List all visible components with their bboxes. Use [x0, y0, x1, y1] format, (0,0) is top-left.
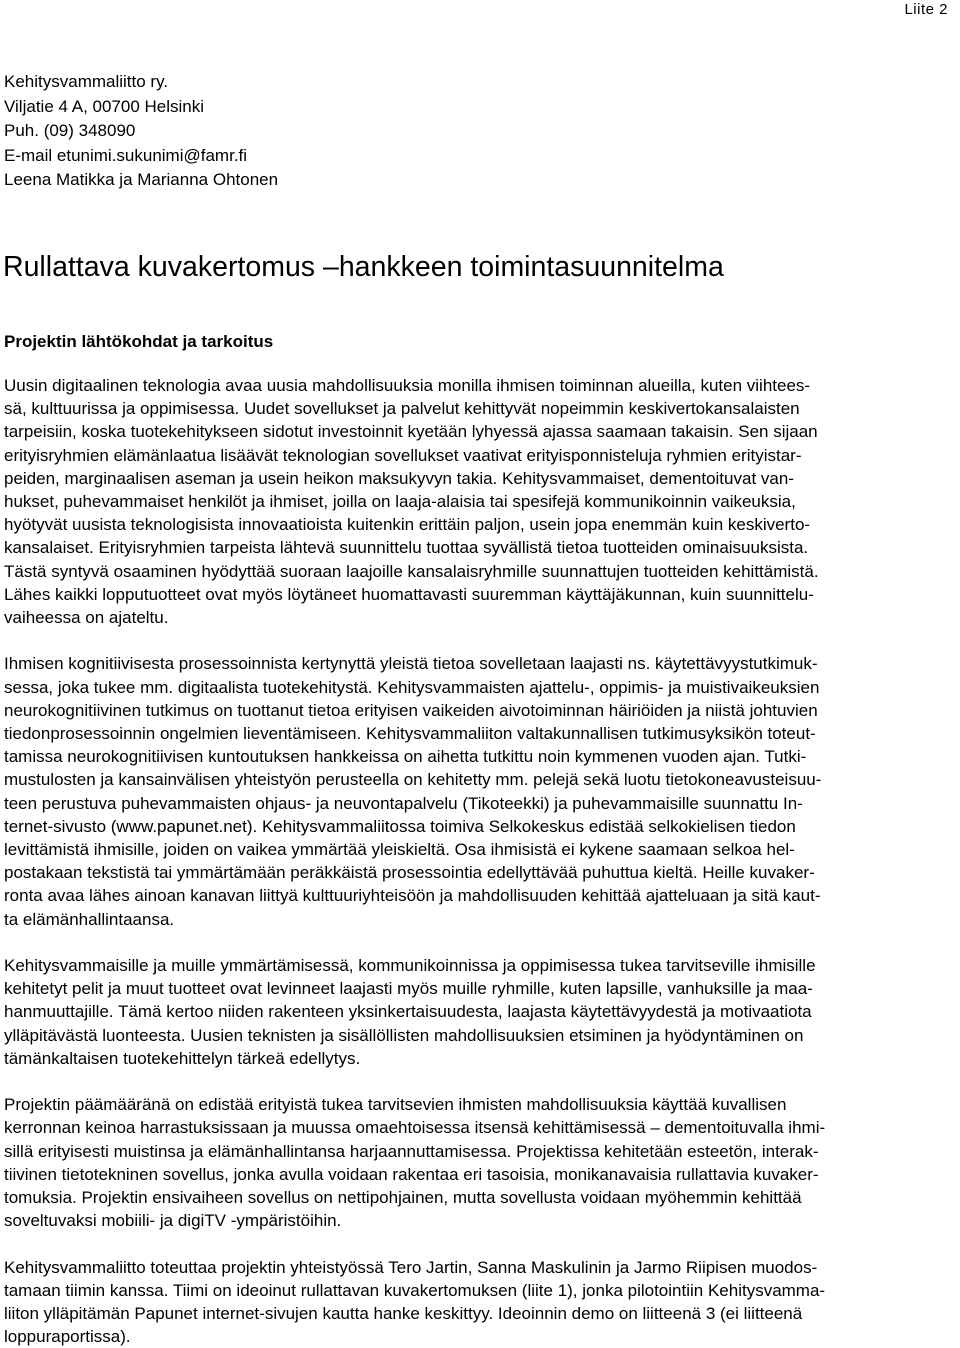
paragraph-line: tamissa neurokognitiivisen kuntoutuksen hankkeissa on aihetta tutkittu noin kymmenen vuoden ajan. Tutki-	[4, 747, 807, 767]
phone-number: Puh. (09) 348090	[4, 121, 136, 140]
paragraph	[4, 1256, 960, 1348]
paragraph-line: hyötyvät uusista teknologisista innovaatioista kuitenkin erittäin paljon, usein jopa enemmän kuin keskiverto-	[4, 515, 811, 535]
address-block	[4, 70, 278, 193]
paragraph-line: hanmuuttajille. Tämä kertoo niiden rakenteen yksinkertaisuudesta, laajasta käytettävyydestä ja motivaatiota	[4, 1002, 812, 1022]
paragraph-line: mustulosten ja kansainvälisen yhteistyön perusteella on kehitetty mm. pelejä sekä luotu tietokoneavusteisuu-	[4, 770, 822, 790]
paragraph-line: tämänkaltaisen tuotekehittelyn tärkeä edellytys.	[4, 1048, 361, 1068]
paragraph-line: ronta avaa lähes ainoan kanavan liittyä kulttuuriyhteisöön ja mahdollisuuden kehittää ajatteluaan ja sitä kaut-	[4, 886, 821, 906]
paragraph-line: kehitetyt pelit ja muut tuotteet ovat levinneet laajasti myös muille ryhmille, kuten lapsille, vanhuksille ja maa-	[4, 979, 813, 999]
paragraph-line: neurokognitiivinen tutkimus on tuottanut tietoa erityisen vaikeiden aivotoiminnan häiriöiden ja niistä johtuvien	[4, 700, 818, 720]
paragraph-line: Lähes kaikki lopputuotteet ovat myös löytäneet huomattavasti suuremman käyttäjäkunnan, kuin suunnittelu-	[4, 584, 814, 604]
paragraph-line: liiton ylläpitämän Papunet internet-sivujen kautta hanke keskittyy. Ideoinnin demo on liitteenä 3 (ei liitteenä	[4, 1304, 803, 1324]
paragraph-line: kerronnan keinoa harrastuksissaan ja muussa omaehtoisessa itsensä kehittämisessä – dementoituvalla ihmi-	[4, 1118, 826, 1138]
paragraph-line: tiivinen tietotekninen sovellus, jonka avulla voidaan rakentaa eri tasoisia, monikanavaisia rullattavia kuvaker-	[4, 1164, 819, 1184]
authors: Leena Matikka ja Marianna Ohtonen	[4, 170, 279, 189]
paragraph-line: Kehitysvammaliitto toteuttaa projektin yhteistyössä Tero Jartin, Sanna Maskulinin ja Jarmo Riipisen muodos-	[4, 1257, 818, 1277]
paragraph-line: postakaan tekstistä tai ymmärtämään peräkkäistä prosessointia edellyttävää puhuttua kieltä. Heille kuvaker-	[4, 863, 815, 883]
page-label: Liite 2	[904, 1, 948, 18]
paragraph-line: levittämistä ihmisille, joiden on vaikea ymmärtää yleiskieltä. Osa ihmisistä ei kykene saamaan selkoa hel-	[4, 840, 795, 860]
paragraph-line: teen perustuva puhevammaisten ohjaus- ja neuvontapalvelu (Tikoteekki) ja puhevammaisille suunnattu In-	[4, 793, 803, 813]
street-address: Viljatie 4 A, 00700 Helsinki	[4, 96, 205, 116]
paragraph-line: Uusin digitaalinen teknologia avaa uusia mahdollisuuksia monilla ihmisen toiminnan alueilla, kuten viihtees-	[4, 376, 811, 395]
paragraph-line: Projektin päämääränä on edistää erityistä tukea tarvitsevien ihmisten mahdollisuuksia käyttää kuvallisen	[4, 1095, 787, 1115]
body-text	[4, 374, 960, 1348]
paragraph-line: erityisryhmien elämänlaatua lisäävät teknologian sovellukset vaativat erityisponnisteluja ryhmien erityistar-	[4, 445, 802, 465]
paragraph-line: ternet-sivusto (www.papunet.net). Kehitysvammaliitossa toimiva Selkokeskus edistää selkokielisen tiedon	[4, 816, 796, 836]
paragraph	[4, 652, 960, 930]
email-address: E-mail etunimi.sukunimi@famr.fi	[4, 145, 248, 165]
paragraph-line: sessa, joka tukee mm. digitaalista tuotekehitystä. Kehitysvammaisten ajattelu-, oppimis- ja muistivaikeuksien	[4, 677, 820, 697]
paragraph	[4, 1093, 960, 1232]
paragraph-line: tamaan tiimin kanssa. Tiimi on ideoinut rullattavan kuvakertomuksen (liite 1), jonka pilotointiin Kehitysvamma-	[4, 1280, 826, 1300]
paragraph-line: tarpeisiin, koska tuotekehitykseen sidotut investoinnit kyetään lyhyessä ajassa saamaan takaisin. Sen sijaan	[4, 422, 818, 442]
paragraph-line: kansalaiset. Erityisryhmien tarpeista lähtevä suunnittelu tuottaa syvällistä tietoa tuotteiden ominaisuuksista.	[4, 538, 809, 558]
paragraph	[4, 374, 960, 629]
paragraph-line: tomuksia. Projektin ensivaiheen sovellus on nettipohjainen, mutta sovellusta voidaan myöhemmin kehittää	[4, 1188, 802, 1208]
paragraph	[4, 954, 960, 1070]
paragraph-line: hukset, puhevammaiset henkilöt ja ihmiset, joilla on laaja-alaisia tai spesifejä kommunikoinnin vaikeuksia,	[4, 492, 796, 512]
paragraph-line: Kehitysvammaisille ja muille ymmärtämisessä, kommunikoinnissa ja oppimisessa tukea tarvitseville ihmisille	[4, 956, 816, 976]
paragraph-line: sillä erityisesti muistinsa ja elämänhallintansa harjaannuttamisessa. Projektissa kehitetään esteetön, interak-	[4, 1141, 819, 1161]
section-heading: Projektin lähtökohdat ja tarkoitus	[4, 332, 274, 351]
document-title: Rullattava kuvakertomus –hankkeen toimintasuunnitelma	[3, 251, 724, 283]
paragraph-line: peiden, marginaalisen aseman ja usein heikon maksukyvyn takia. Kehitysvammaiset, dementoituvat van-	[4, 468, 794, 488]
paragraph-line: vaiheessa on ajateltu.	[4, 608, 169, 628]
paragraph-line: loppuraportissa).	[4, 1327, 131, 1347]
paragraph-line: ylläpitävästä luonteesta. Uusien teknisten ja sisällöllisten mahdollisuuksien etsiminen ja hyödyntäminen on	[4, 1025, 804, 1045]
paragraph-line: tiedonprosessoinnin ongelmien lieventämiseen. Kehitysvammaliiton valtakunnallisen tutkimusyksikön toteut-	[4, 724, 816, 744]
paragraph-line: ta elämänhallintaansa.	[4, 909, 175, 929]
paragraph-line: sä, kulttuurissa ja oppimisessa. Uudet sovellukset ja palvelut kehittyvät nopeimmin keskivertokansalaisten	[4, 399, 800, 419]
organization-name: Kehitysvammaliitto ry.	[4, 72, 169, 91]
paragraph-line: soveltuvaksi mobiili- ja digiTV -ympäristöihin.	[4, 1211, 342, 1231]
paragraph-line: Ihmisen kognitiivisesta prosessoinnista kertynyttä yleistä tietoa sovelletaan laajasti ns. käytettävyystutkimuk-	[4, 654, 818, 674]
paragraph-line: Tästä syntyvä osaaminen hyödyttää suoraan laajoille kansalaisryhmille suunnattujen tuotteiden kehittämistä.	[4, 561, 819, 581]
